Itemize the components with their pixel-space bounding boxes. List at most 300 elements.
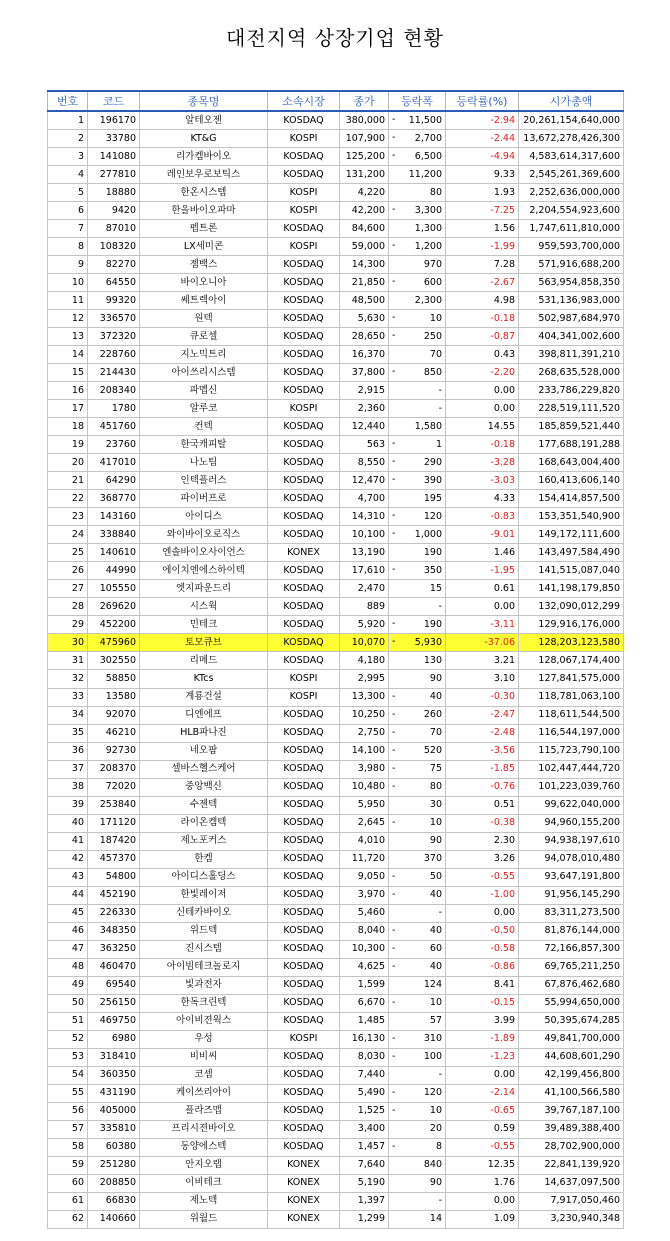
cell-market-cap: 2,204,554,923,600: [519, 202, 624, 220]
cell-code: 208850: [88, 1174, 140, 1192]
cell-change-rate: 3.99: [446, 1012, 519, 1030]
cell-no: 3: [48, 148, 88, 166]
cell-change: [389, 1102, 446, 1120]
change-direction-sign: -: [392, 132, 396, 144]
table-row: [48, 634, 624, 652]
cell-market: KOSDAQ: [268, 1066, 340, 1084]
cell-market: KOSDAQ: [268, 111, 340, 130]
change-direction-sign: -: [392, 456, 396, 468]
cell-no: 6: [48, 202, 88, 220]
cell-close: 37,800: [340, 364, 389, 382]
cell-name: 안지오랩: [140, 1156, 268, 1174]
cell-close: 48,500: [340, 292, 389, 310]
cell-market: KOSDAQ: [268, 706, 340, 724]
cell-change-rate: -2.20: [446, 364, 519, 382]
cell-no: 5: [48, 184, 88, 202]
cell-name: 디엔에프: [140, 706, 268, 724]
change-direction-sign: -: [392, 528, 396, 540]
cell-no: 14: [48, 346, 88, 364]
cell-change: [389, 598, 446, 616]
cell-name: 계룡건설: [140, 688, 268, 706]
change-value: 1,300: [414, 222, 442, 234]
table-row: [48, 778, 624, 796]
cell-market: KOSDAQ: [268, 760, 340, 778]
cell-change-rate: 8.41: [446, 976, 519, 994]
cell-market-cap: 149,172,111,600: [519, 526, 624, 544]
table-row: [48, 111, 624, 130]
change-value: 850: [423, 366, 442, 378]
change-value: 40: [429, 691, 442, 702]
change-value: 40: [429, 961, 442, 973]
cell-close: 7,440: [340, 1066, 389, 1084]
cell-change-rate: 12.35: [446, 1156, 519, 1174]
cell-close: 5,490: [340, 1084, 389, 1102]
cell-name: 비비씨: [140, 1048, 268, 1066]
change-value: 10: [429, 1105, 442, 1117]
cell-close: 380,000: [340, 111, 389, 130]
cell-no: 40: [48, 814, 88, 832]
table-row: [48, 418, 624, 436]
cell-name: 민테크: [140, 616, 268, 634]
cell-market-cap: 2,545,261,369,600: [519, 166, 624, 184]
table-row: [48, 1174, 624, 1192]
cell-change: [389, 706, 446, 724]
table-row: [48, 1210, 624, 1228]
cell-market-cap: 49,841,700,000: [519, 1030, 624, 1048]
cell-close: 5,190: [340, 1174, 389, 1192]
cell-change-rate: 9.33: [446, 166, 519, 184]
cell-market-cap: 404,341,002,600: [519, 328, 624, 346]
page-title: 대전지역 상장기업 현황: [226, 26, 444, 50]
cell-code: 1780: [88, 400, 140, 418]
cell-close: 1,485: [340, 1012, 389, 1030]
cell-market: KOSPI: [268, 202, 340, 220]
cell-code: 452190: [88, 886, 140, 904]
change-value: 8: [435, 1141, 442, 1153]
cell-no: 52: [48, 1030, 88, 1048]
cell-change-rate: 4.33: [446, 490, 519, 508]
cell-name: 아이비젼웍스: [140, 1012, 268, 1030]
table-row: [48, 976, 624, 994]
cell-no: 18: [48, 418, 88, 436]
header-close: 종가: [340, 91, 389, 111]
cell-name: 지노믹트리: [140, 346, 268, 364]
cell-name: 나노팀: [140, 454, 268, 472]
cell-change-rate: -0.50: [446, 922, 519, 940]
cell-close: 107,900: [340, 130, 389, 148]
cell-market-cap: 44,608,601,290: [519, 1048, 624, 1066]
cell-code: 302550: [88, 652, 140, 670]
cell-market-cap: 28,702,900,000: [519, 1138, 624, 1156]
cell-close: 14,300: [340, 256, 389, 274]
cell-change-rate: 0.51: [446, 796, 519, 814]
cell-market: KOSDAQ: [268, 850, 340, 868]
cell-no: 28: [48, 598, 88, 616]
change-direction-sign: -: [392, 438, 396, 450]
cell-close: 5,460: [340, 904, 389, 922]
cell-change-rate: -1.89: [446, 1030, 519, 1048]
cell-code: 457370: [88, 850, 140, 868]
change-value: 40: [429, 889, 442, 901]
change-value: 124: [423, 979, 442, 991]
change-value: -: [438, 600, 442, 612]
cell-market-cap: 268,635,528,000: [519, 364, 624, 382]
cell-close: 9,050: [340, 868, 389, 886]
change-value: -: [438, 907, 442, 919]
cell-code: 46210: [88, 724, 140, 742]
cell-change: [389, 904, 446, 922]
cell-change: [389, 1156, 446, 1174]
cell-code: 54800: [88, 868, 140, 886]
cell-market-cap: 20,261,154,640,000: [519, 111, 624, 130]
cell-market: KOSDAQ: [268, 904, 340, 922]
cell-code: 187420: [88, 832, 140, 850]
cell-change: [389, 418, 446, 436]
change-direction-sign: -: [392, 888, 396, 900]
table-row: [48, 904, 624, 922]
header-change: 등락폭: [389, 91, 446, 111]
cell-market: KOSDAQ: [268, 832, 340, 850]
cell-name: 동양에스텍: [140, 1138, 268, 1156]
cell-market-cap: 3,230,940,348: [519, 1210, 624, 1228]
cell-market: KOSDAQ: [268, 994, 340, 1012]
cell-market: KOSDAQ: [268, 454, 340, 472]
change-value: 2,700: [414, 132, 442, 144]
cell-code: 360350: [88, 1066, 140, 1084]
cell-code: 9420: [88, 202, 140, 220]
change-value: 600: [423, 276, 442, 288]
cell-change-rate: -4.94: [446, 148, 519, 166]
cell-change: [389, 742, 446, 760]
cell-no: 38: [48, 778, 88, 796]
cell-change: [389, 1030, 446, 1048]
cell-change: [389, 940, 446, 958]
change-direction-sign: -: [392, 960, 396, 972]
table-row: [48, 1120, 624, 1138]
cell-name: 와이바이오로직스: [140, 526, 268, 544]
change-direction-sign: -: [392, 474, 396, 486]
change-direction-sign: -: [392, 312, 396, 324]
cell-market: KOSDAQ: [268, 742, 340, 760]
cell-code: 452200: [88, 616, 140, 634]
cell-market: KOSDAQ: [268, 166, 340, 184]
cell-name: 큐로셀: [140, 328, 268, 346]
cell-market-cap: 127,841,575,000: [519, 670, 624, 688]
cell-code: 82270: [88, 256, 140, 274]
cell-change-rate: -37.06: [446, 634, 519, 652]
cell-close: 125,200: [340, 148, 389, 166]
table-row: [48, 616, 624, 634]
cell-change: [389, 1192, 446, 1210]
cell-name: 파이버프로: [140, 490, 268, 508]
cell-no: 31: [48, 652, 88, 670]
cell-code: 18880: [88, 184, 140, 202]
cell-no: 10: [48, 274, 88, 292]
cell-market-cap: 153,351,540,900: [519, 508, 624, 526]
change-direction-sign: -: [392, 1104, 396, 1116]
cell-change: [389, 814, 446, 832]
cell-code: 372320: [88, 328, 140, 346]
cell-no: 32: [48, 670, 88, 688]
cell-market-cap: 571,916,688,200: [519, 256, 624, 274]
table-row: [48, 814, 624, 832]
change-value: 6,500: [414, 150, 442, 162]
cell-close: 8,030: [340, 1048, 389, 1066]
table-row: [48, 400, 624, 418]
cell-market: KOSDAQ: [268, 598, 340, 616]
cell-name: 인텍플러스: [140, 472, 268, 490]
cell-market: KOSDAQ: [268, 1012, 340, 1030]
cell-market-cap: 233,786,229,820: [519, 382, 624, 400]
cell-market: KOSDAQ: [268, 328, 340, 346]
cell-change-rate: -1.85: [446, 760, 519, 778]
cell-code: 92070: [88, 706, 140, 724]
cell-no: 48: [48, 958, 88, 976]
cell-market: KOSDAQ: [268, 778, 340, 796]
cell-code: 108320: [88, 238, 140, 256]
cell-close: 28,650: [340, 328, 389, 346]
cell-code: 58850: [88, 670, 140, 688]
cell-code: 451760: [88, 418, 140, 436]
cell-change: [389, 778, 446, 796]
cell-code: 87010: [88, 220, 140, 238]
cell-code: 277810: [88, 166, 140, 184]
cell-market: KOSDAQ: [268, 292, 340, 310]
cell-change: [389, 310, 446, 328]
cell-close: 8,040: [340, 922, 389, 940]
cell-name: 펩트론: [140, 220, 268, 238]
cell-code: 99320: [88, 292, 140, 310]
cell-change: [389, 400, 446, 418]
cell-code: 431190: [88, 1084, 140, 1102]
cell-change-rate: 2.30: [446, 832, 519, 850]
cell-change: [389, 148, 446, 166]
cell-market: KOSDAQ: [268, 976, 340, 994]
cell-market-cap: 13,672,278,426,300: [519, 130, 624, 148]
cell-close: 3,400: [340, 1120, 389, 1138]
change-value: 75: [429, 763, 442, 775]
cell-market: KOSDAQ: [268, 526, 340, 544]
change-value: 10: [429, 997, 442, 1009]
change-value: -: [438, 1195, 442, 1207]
cell-change-rate: -3.56: [446, 742, 519, 760]
change-direction-sign: -: [392, 942, 396, 954]
cell-market: KOSDAQ: [268, 508, 340, 526]
cell-no: 41: [48, 832, 88, 850]
cell-market: KOSDAQ: [268, 1102, 340, 1120]
cell-market-cap: 118,781,063,100: [519, 688, 624, 706]
cell-code: 228760: [88, 346, 140, 364]
cell-name: 리메드: [140, 652, 268, 670]
cell-market-cap: 143,497,584,490: [519, 544, 624, 562]
cell-no: 47: [48, 940, 88, 958]
table-row: [48, 652, 624, 670]
cell-market-cap: 185,859,521,440: [519, 418, 624, 436]
cell-close: 563: [340, 436, 389, 454]
cell-market: KOSDAQ: [268, 1120, 340, 1138]
cell-market: KONEX: [268, 1174, 340, 1192]
cell-code: 23760: [88, 436, 140, 454]
cell-no: 30: [48, 634, 88, 652]
cell-market: KOSPI: [268, 688, 340, 706]
cell-change: [389, 760, 446, 778]
cell-no: 7: [48, 220, 88, 238]
cell-market-cap: 102,447,444,720: [519, 760, 624, 778]
change-direction-sign: -: [392, 618, 396, 630]
cell-name: 아이빔테크놀로지: [140, 958, 268, 976]
cell-change: [389, 688, 446, 706]
cell-name: 시스웍: [140, 598, 268, 616]
cell-change: [389, 130, 446, 148]
change-value: 290: [423, 456, 442, 468]
cell-market-cap: 93,647,191,800: [519, 868, 624, 886]
cell-change-rate: -0.18: [446, 310, 519, 328]
cell-market: KOSDAQ: [268, 922, 340, 940]
cell-market-cap: 531,136,983,000: [519, 292, 624, 310]
cell-market: KOSDAQ: [268, 310, 340, 328]
cell-market-cap: 14,637,097,500: [519, 1174, 624, 1192]
table-row: [48, 598, 624, 616]
cell-market: KOSDAQ: [268, 652, 340, 670]
cell-code: 475960: [88, 634, 140, 652]
cell-change-rate: -2.67: [446, 274, 519, 292]
cell-code: 13580: [88, 688, 140, 706]
cell-code: 143160: [88, 508, 140, 526]
change-direction-sign: -: [392, 564, 396, 576]
change-value: 10: [429, 817, 442, 829]
cell-change-rate: -0.30: [446, 688, 519, 706]
table-row: [48, 1192, 624, 1210]
cell-market-cap: 7,917,050,460: [519, 1192, 624, 1210]
cell-code: 348350: [88, 922, 140, 940]
cell-change: [389, 1066, 446, 1084]
cell-no: 45: [48, 904, 88, 922]
cell-change-rate: -2.14: [446, 1084, 519, 1102]
cell-market: KOSPI: [268, 400, 340, 418]
change-value: 2,300: [414, 294, 442, 306]
cell-close: 131,200: [340, 166, 389, 184]
cell-name: 리가켐바이오: [140, 148, 268, 166]
table-row: [48, 310, 624, 328]
cell-name: 한독크린텍: [140, 994, 268, 1012]
cell-name: 신테카바이오: [140, 904, 268, 922]
cell-change: [389, 220, 446, 238]
table-row: [48, 1048, 624, 1066]
cell-change: [389, 1138, 446, 1156]
change-value: 100: [423, 1051, 442, 1063]
cell-change-rate: 0.61: [446, 580, 519, 598]
cell-no: 12: [48, 310, 88, 328]
cell-change: [389, 1174, 446, 1192]
cell-market: KOSDAQ: [268, 886, 340, 904]
cell-no: 25: [48, 544, 88, 562]
cell-no: 29: [48, 616, 88, 634]
table-row: [48, 688, 624, 706]
cell-no: 19: [48, 436, 88, 454]
table-row: [48, 922, 624, 940]
cell-close: 42,200: [340, 202, 389, 220]
cell-market: KOSDAQ: [268, 868, 340, 886]
cell-market: KOSDAQ: [268, 472, 340, 490]
cell-code: 318410: [88, 1048, 140, 1066]
header-name: 종목명: [140, 91, 268, 111]
table-row: [48, 202, 624, 220]
cell-close: 84,600: [340, 220, 389, 238]
cell-change-rate: -0.55: [446, 868, 519, 886]
cell-name: 아이쓰리시스템: [140, 364, 268, 382]
cell-market-cap: 398,811,391,210: [519, 346, 624, 364]
cell-no: 11: [48, 292, 88, 310]
cell-no: 51: [48, 1012, 88, 1030]
cell-market-cap: 160,413,606,140: [519, 472, 624, 490]
cell-market: KOSDAQ: [268, 796, 340, 814]
cell-close: 16,130: [340, 1030, 389, 1048]
cell-no: 49: [48, 976, 88, 994]
cell-code: 208370: [88, 760, 140, 778]
cell-code: 460470: [88, 958, 140, 976]
cell-no: 42: [48, 850, 88, 868]
cell-no: 2: [48, 130, 88, 148]
cell-change-rate: -9.01: [446, 526, 519, 544]
cell-market: KOSDAQ: [268, 490, 340, 508]
cell-close: 8,550: [340, 454, 389, 472]
cell-market-cap: 128,067,174,400: [519, 652, 624, 670]
cell-market-cap: 128,203,123,580: [519, 634, 624, 652]
cell-name: 수젠텍: [140, 796, 268, 814]
change-value: 70: [429, 727, 442, 739]
cell-name: 엔솔바이오사이언스: [140, 544, 268, 562]
table-header-row: [48, 91, 624, 111]
table-row: [48, 562, 624, 580]
change-value: 50: [429, 871, 442, 883]
table-row: [48, 166, 624, 184]
cell-name: 제노포커스: [140, 832, 268, 850]
change-direction-sign: -: [392, 1032, 396, 1044]
cell-close: 10,070: [340, 634, 389, 652]
table-body: [48, 111, 624, 1228]
cell-market-cap: 154,414,857,500: [519, 490, 624, 508]
change-value: 14: [429, 1213, 442, 1225]
change-value: 190: [423, 546, 442, 558]
cell-change-rate: 0.00: [446, 904, 519, 922]
change-value: 1: [435, 438, 442, 450]
cell-market: KOSDAQ: [268, 814, 340, 832]
change-value: 11,500: [408, 114, 442, 126]
cell-no: 20: [48, 454, 88, 472]
change-direction-sign: -: [392, 708, 396, 720]
cell-market-cap: 39,767,187,100: [519, 1102, 624, 1120]
cell-name: KT&G: [140, 130, 268, 148]
cell-market: KOSPI: [268, 1030, 340, 1048]
change-value: 11,200: [408, 168, 442, 180]
table-row: [48, 238, 624, 256]
cell-close: 5,920: [340, 616, 389, 634]
cell-market-cap: 83,311,273,500: [519, 904, 624, 922]
cell-no: 36: [48, 742, 88, 760]
cell-close: 2,360: [340, 400, 389, 418]
cell-name: 원텍: [140, 310, 268, 328]
cell-name: 젬백스: [140, 256, 268, 274]
cell-change-rate: -3.03: [446, 472, 519, 490]
cell-no: 33: [48, 688, 88, 706]
cell-code: 256150: [88, 994, 140, 1012]
change-direction-sign: -: [392, 744, 396, 756]
change-value: 70: [429, 348, 442, 360]
cell-code: 140660: [88, 1210, 140, 1228]
change-direction-sign: -: [392, 762, 396, 774]
cell-name: 케이쓰리아이: [140, 1084, 268, 1102]
cell-code: 253840: [88, 796, 140, 814]
